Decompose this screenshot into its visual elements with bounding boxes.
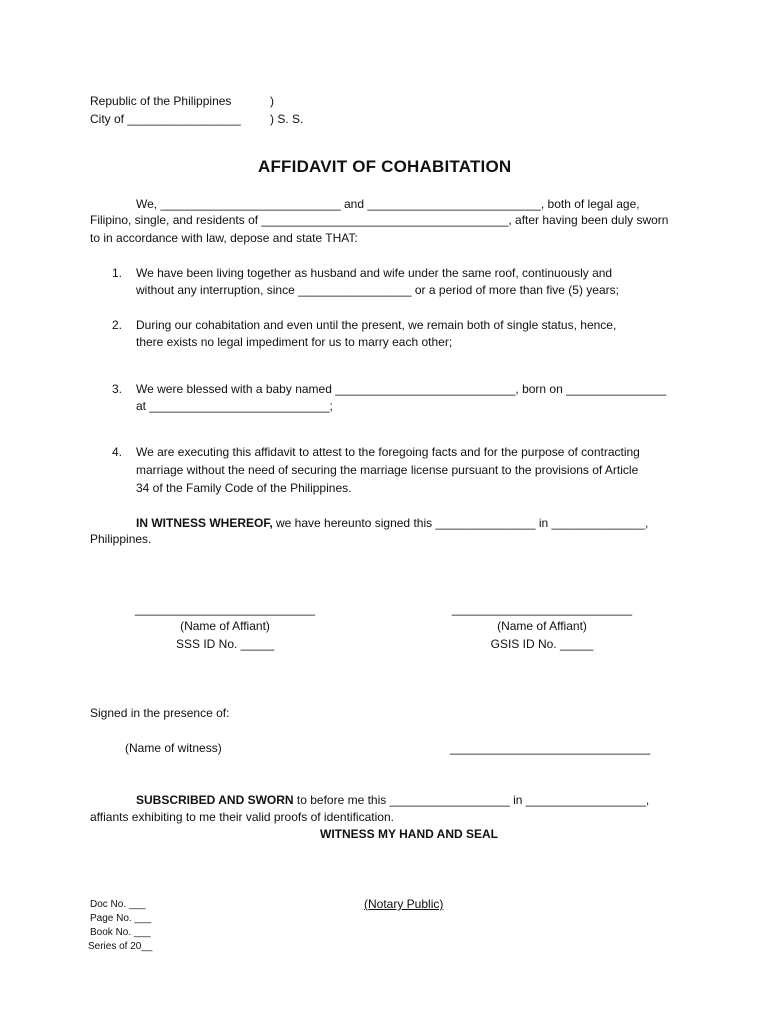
witness-line-2: Philippines. <box>90 532 152 546</box>
affiant-name: (Name of Affiant) <box>180 619 270 633</box>
affiant-signature-line: ___________________________ <box>451 602 633 616</box>
city-field: City of _________________ <box>90 112 241 126</box>
affiant-id: SSS ID No. _____ <box>175 637 275 651</box>
doc-number: Doc No. ___ <box>90 899 146 910</box>
item-number: 4. <box>112 445 123 459</box>
item-2-line-1: During our cohabitation and even until the present, we remain both of single status, hence, <box>136 318 617 332</box>
presence-label: Signed in the presence of: <box>90 706 230 720</box>
notary-public-label: (Notary Public) <box>364 897 444 911</box>
page-number: Page No. ___ <box>90 913 152 924</box>
witness-statement <box>136 515 648 532</box>
subscribed-bold: SUBSCRIBED AND SWORN <box>136 793 294 807</box>
item-1-line-2: without any interruption, since _________________ or a period of more than five (5) years; <box>136 283 619 297</box>
intro-line-1: We, ___________________________ and __________________________, both of legal age, <box>136 197 640 211</box>
witness-name: (Name of witness) <box>125 741 222 755</box>
subscribed-statement <box>136 792 649 809</box>
series-number: Series of 20__ <box>88 941 153 952</box>
hand-seal: WITNESS MY HAND AND SEAL <box>320 827 499 841</box>
item-4-line-2: marriage without the need of securing the marriage license pursuant to the provisions of Article <box>136 463 639 477</box>
affiant-name: (Name of Affiant) <box>497 619 587 633</box>
item-number: 2. <box>112 318 123 332</box>
book-number: Book No. ___ <box>90 927 151 938</box>
item-2-line-2: there exists no legal impediment for us to marry each other; <box>136 335 453 349</box>
affiant-signature-line: ___________________________ <box>134 602 316 616</box>
item-3-line-2: at ___________________________; <box>136 399 333 413</box>
subscribed-text: to before me this __________________ in __________________, <box>293 793 650 807</box>
item-3-line-1: We were blessed with a baby named ___________________________, born on _______________ <box>136 382 667 396</box>
intro-line-2: Filipino, single, and residents of _____________________________________, after having been duly sworn <box>90 213 669 227</box>
subscribed-line-2: affiants exhibiting to me their valid proofs of identification. <box>90 810 394 824</box>
item-4-line-1: We are executing this affidavit to attest to the foregoing facts and for the purpose of contracting <box>136 445 640 459</box>
witness-signature-line: ______________________________ <box>450 741 651 755</box>
witness-whereof-bold: IN WITNESS WHEREOF, <box>136 516 273 530</box>
witness-whereof-text: we have hereunto signed this _______________ in ______________, <box>272 516 649 530</box>
affiant-id: GSIS ID No. _____ <box>490 637 594 651</box>
ss-mark: ) S. S. <box>270 112 304 126</box>
document-title: AFFIDAVIT OF COHABITATION <box>258 157 512 176</box>
item-number: 3. <box>112 382 123 396</box>
item-number: 1. <box>112 266 123 280</box>
item-1-line-1: We have been living together as husband and wife under the same roof, continuously and <box>136 266 613 280</box>
item-4-line-3: 34 of the Family Code of the Philippines. <box>136 481 352 495</box>
country-label: Republic of the Philippines <box>90 94 232 108</box>
paren-mark: ) <box>270 94 274 108</box>
intro-line-3: to in accordance with law, depose and state THAT: <box>90 231 358 245</box>
